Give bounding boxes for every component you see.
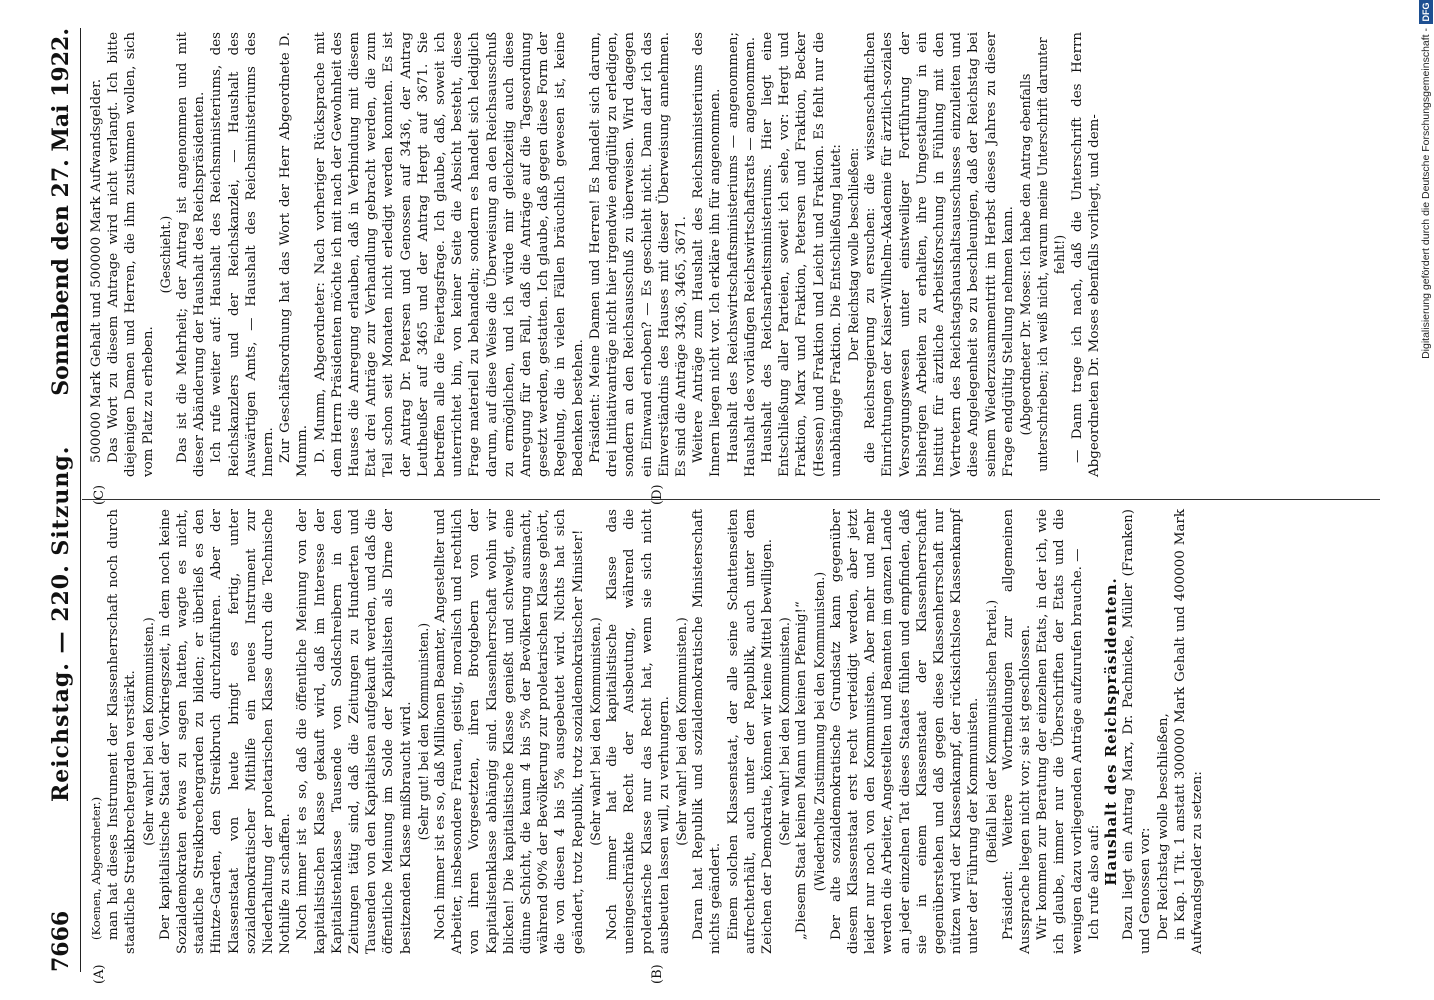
paragraph: — Dann trage ich nach, daß die Unterschrift des Herrn Abgeordneten Dr. Moses ebenfalls vorliegt, und dem- (1069, 32, 1102, 477)
funding-note: Digitalisierung gefördert durch die Deutsche Forschungsgemeinschaft - (1420, 28, 1432, 359)
section-heading: Haushalt des Reichspräsidenten. (1101, 577, 1120, 886)
paragraph: Der Reichstag wolle beschließen: (845, 147, 861, 362)
session-title: Reichstag. — 220. Sitzung. (48, 445, 74, 802)
interjection: (Sehr gut! bei den Kommunisten.) (415, 622, 431, 841)
paragraph: Einem solchen Klassenstaat, der alle seine Schattenseiten aufrechterhält, auch unter der Republik, auch unter dem Zeichen der Demokratie, können wir keine Mittel bewilligen. (725, 509, 775, 954)
running-header (48, 28, 82, 972)
paragraph: Ich rufe also auf: (1086, 824, 1102, 940)
paragraph: Dazu liegt ein Antrag Marx, Dr. Pachnicke, Müller (Franken) und Genossen vor: (1121, 509, 1154, 954)
paragraph: die Reichsregierung zu ersuchen: die wissenschaftlichen Einrichtungen der Kaiser-Wilhelm-Akademie für ärztlich-soziales Versorgungswesen unter einstweiliger Fortführung der bisherigen Arbeiten zu erhalten, ihre Umgestaltung in ein Institut für ärztliche Arbeitsforschung in Fühlung mit den Vertretern des Reichstagshaushaltsausschusses einzuleiten und diese Angelegenheit so zu beschleunigen, daß der Reichstag bei seinem Wiederzusammentritt im Herbst dieses Jahres zu dieser Frage endgültig Stellung nehmen kann. (863, 32, 1016, 477)
paragraph: 500000 Mark Gehalt und 500000 Mark Aufwandsgelder. (89, 78, 104, 463)
paragraph: Der alte sozialdemokratische Grundsatz kann gegenüber diesem Klassenstaat erst recht verteidigt werden, aber jetzt leider nur noch von den Kommunisten. Aber mehr und mehr werden die Arbeiter, Angestellten und Beamten im ganzen Lande an jeder einzelnen Tat dieses Staates fühlen und empfinden, daß sie in einem Klassenstaat der Klassenherrschaft gegenüberstehen und daß gegen diese Klassenherrschaft nur nützen wird der Klassenkampf, der rücksichtslose Klassenkampf unter der Führung der Kommunisten. (828, 509, 982, 954)
margin-marker-a: (A) (92, 964, 107, 984)
page-number: 7666 (48, 910, 74, 972)
interjection: (Sehr wahr! bei den Kommunisten.) (673, 617, 689, 846)
digitization-note (1418, 0, 1434, 1000)
interjection: (Geschieht.) (157, 215, 173, 294)
paragraph: Haushalt des Reichsarbeitsministeriums. Hier liegt eine Entschließung aller Parteien, soweit ich sehe, vor: Hergt und Fraktion, Marx und Fraktion, Petersen und Fraktion, Becker (Hessen) und Fraktion und Leicht und Fraktion. Es fehlt nur die unabhängige Fraktion. Die Entschließung lautet: (759, 32, 844, 477)
margin-marker-c: (C) (92, 484, 107, 505)
interjection: (Sehr wahr! bei den Kommunisten.) (777, 617, 793, 846)
paragraph: Das ist die Mehrheit; der Antrag ist angenommen und mit dieser Abänderung der Haushalt des Reichspräsidenten. (175, 32, 208, 477)
paragraph: Noch immer ist es so, daß Millionen Beamter, Angestellter und Arbeiter, insbesondere Frauen, geistig, moralisch und rechtlich von ihren Vorgesetzten, ihren Brotgebern von der Kapitalistenklasse abhängig sind. Klassenherrschaft wohin wir blicken! Die kapitalistische Klasse genießt und schwelgt, eine dünne Schicht, die kaum 4 bis 5% der Bevölkerung ausmacht, während 90% der Bevölkerung zur proletarischen Klasse gehört, die von diesen 4 bis 5% ausgebeutet wird. Nichts hat sich geändert, trotz Republik, trotz sozialdemokratischer Minister! (433, 509, 586, 954)
paragraph: man hat dieses Instrument der Klassenherrschaft noch durch staatliche Streikbrechergarden verstärkt. (106, 509, 139, 954)
paragraph: Präsident: Meine Damen und Herren! Es handelt sich darum, drei Initiativanträge nicht hier irgendwie endgültig zu erledigen, sondern an den Reichsausschuß zu überweisen. Wird dagegen ein Einwand erhoben? — Es geschieht nicht. Dann darf ich das Einverständnis des Hauses mit dieser Überweisung annehmen. Es sind die Anträge 3436, 3465, 3671. (587, 32, 689, 477)
paragraph: Der Reichstag wolle beschließen, (1155, 713, 1171, 940)
interjection: (Sehr wahr! bei den Kommunisten.) (587, 617, 603, 846)
paragraph: Noch immer hat die kapitalistische Klasse das uneingeschränkte Recht der Ausbeutung, während die proletarische Klasse nur das Recht hat, wenn sie sich nicht ausbeuten lassen will, zu verhungern. (605, 509, 672, 954)
dfg-logo: DFG (1419, 0, 1433, 24)
rotated-sheet (10, 8, 1410, 992)
interjection: (Beifall bei der Kommunistischen Partei.) (983, 599, 999, 864)
paragraph: D. Mumm, Abgeordneter: Nach vorheriger Rücksprache mit dem Herrn Präsidenten möchte ich mit nach der Gewohnheit des Hauses die Anregung erlauben, daß in Verbindung mit diesem Etat drei Anträge zur Verhandlung gebracht werden, die zum Teil schon seit Monaten nicht erledigt werden konnten. Es ist der Antrag Dr. Petersen und Genossen auf 3436, der Antrag Leutheußer auf 3465 und der Antrag Hergt auf 3671. Sie betreffen alle die Feiertagsfrage. Ich glaube, daß, soweit ich unterrichtet bin, von keiner Seite die Absicht besteht, diese Frage materiell zu behandeln; sondern es handelt sich lediglich darum, auf diese Weise die Überweisung an den Reichsausschuß zu ermöglichen, und ich würde mir gleichzeitig auch diese Anregung für den Fall, daß die Anträge auf die Tagesordnung gesetzt werden, gestatten. Ich glaube, daß gegen diese Form der Regelung, die in vielen Fällen bräuchlich gewesen ist, keine Bedenken bestehen. (312, 32, 586, 477)
paragraph: in Kap. 1 Tit. 1 anstatt 300000 Mark Gehalt und 400000 Mark Aufwandsgelder zu setzen: (1172, 509, 1205, 954)
interjection: (Wiederholte Zustimmung bei den Kommunisten.) (811, 571, 827, 892)
margin-marker-d: (D) (650, 484, 665, 505)
paragraph: Daran hat Republik und sozialdemokratische Ministerschaft nichts geändert. (691, 509, 724, 954)
paragraph: Ich rufe weiter auf: Haushalt des Reichsministeriums, des Reichskanzlers und der Reichskanzlei, — Haushalt des Auswärtigen Amts, — Haushalt des Reichsministeriums des Innern. (209, 32, 277, 477)
margin-marker-b: (B) (650, 964, 665, 984)
paragraph: Zur Geschäftsordnung hat das Wort der Herr Abgeordnete D. Mumm. (278, 32, 311, 477)
speaker-tag: (Koenen, Abgeordneter.) (89, 796, 103, 940)
paragraph: Das Wort zu diesem Antrage wird nicht verlangt. Ich bitte diejenigen Damen und Herren, die ihm zustimmen wollen, sich vom Platz zu erheben. (106, 32, 156, 477)
interjection: (Abgeordneter Dr. Moses: Ich habe den Antrag ebenfalls unterschrieben; ich weiß nicht, warum meine Unterschrift darunter fehlt!) (1017, 37, 1068, 472)
column-divider (82, 499, 1380, 500)
paragraph: Der kapitalistische Staat der Vorkriegszeit, in dem noch keine Sozialdemokraten etwas zu sagen hatten, wagte es nicht, staatliche Streikbrechergarden zu bilden; er überließ es den Hintze-Garden, den Streikbruch durchzuführen. Aber der Klassenstaat von heute bringt es fertig, unter sozialdemokratischer Mithilfe ein neues Instrument zur Niederhaltung der proletarischen Klasse durch die Technische Nothilfe zu schaffen. (157, 509, 294, 954)
interjection: (Sehr wahr! bei den Kommunisten.) (140, 617, 156, 846)
session-date: Sonnabend den 27. Mai 1922. (48, 28, 74, 396)
right-column (88, 32, 1103, 477)
paragraph: Wir kommen zur Beratung der einzelnen Etats, in der ich, wie ich glaube, immer nur die Überschriften der Etats und die wenigen dazu vorliegenden Anträge aufzurufen brauche. — (1035, 509, 1085, 954)
paragraph: Präsident: Weitere Wortmeldungen zur allgemeinen Aussprache liegen nicht vor; sie ist geschlossen. (1000, 509, 1033, 954)
left-column (88, 509, 1206, 954)
paragraph: „Diesem Staat keinen Mann und keinen Pfennig!“ (794, 601, 810, 940)
paragraph: Weitere Anträge zum Haushalt des Reichsministeriums des Innern liegen nicht vor. Ich erkläre ihn für angenommen. (691, 32, 724, 477)
paragraph: Haushalt des Reichswirtschaftsministeriums — angenommen; Haushalt des vorläufigen Reichswirtschaftsrats — angenommen. (725, 32, 758, 477)
document-page (10, 8, 1410, 992)
paragraph: Noch immer ist es so, daß die öffentliche Meinung von der kapitalistischen Klasse gekauft wird, daß im Interesse der Kapitalistenklasse Tausende von Soldschreibern in den Zeitungen tätig sind, daß die Zeitungen zu Hunderten und Tausenden von den Kapitalisten aufgekauft werden, und daß die öffentliche Meinung im Solde der Kapitalisten als Dirne der besitzenden Klasse mißbraucht wird. (295, 509, 414, 954)
header-rule (80, 28, 81, 972)
